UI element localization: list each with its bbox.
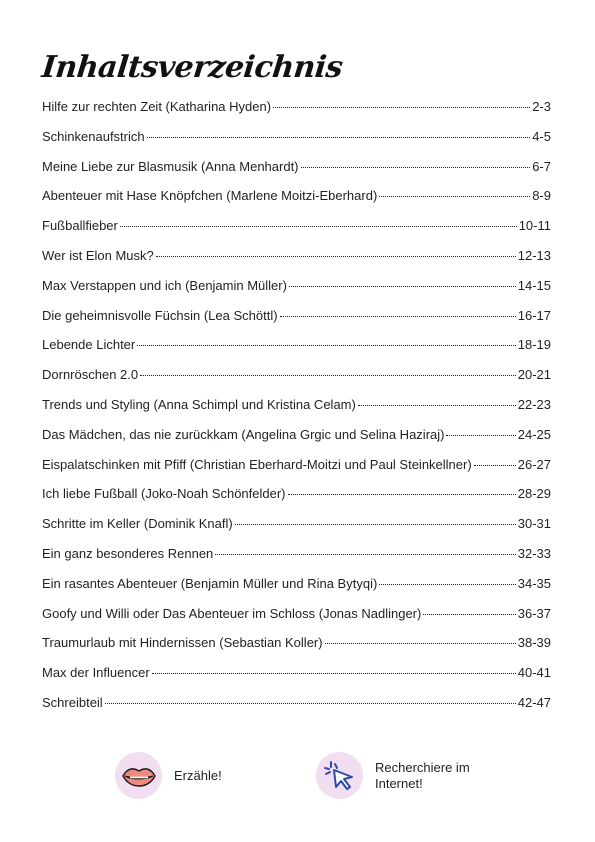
dot-leader — [288, 494, 516, 495]
toc-entry-pages: 26-27 — [517, 456, 551, 472]
toc-entry — [42, 575, 551, 605]
dot-leader — [379, 584, 515, 585]
page-title: Inhaltsverzeichnis — [40, 50, 345, 85]
toc-entry — [42, 366, 551, 396]
legend-label-speak: Erzähle! — [174, 767, 222, 783]
dot-leader — [152, 673, 516, 674]
toc-entry-title: Goofy und Willi oder Das Abenteuer im Schloss (Jonas Nadlinger) — [42, 605, 422, 621]
toc-entry-title: Dornröschen 2.0 — [42, 367, 139, 383]
toc-entry-title: Max der Influencer — [42, 665, 150, 681]
dot-leader — [147, 137, 531, 138]
dot-leader — [423, 614, 515, 615]
toc-entry-title: Hilfe zur rechten Zeit (Katharina Hyden) — [42, 99, 272, 114]
toc-entry — [42, 664, 551, 694]
dot-leader — [358, 405, 516, 406]
toc-entry-pages: 18-19 — [517, 337, 551, 353]
toc-entry-pages: 28-29 — [517, 486, 551, 502]
toc-entry — [42, 247, 551, 277]
dot-leader — [156, 256, 516, 257]
dot-leader — [120, 226, 517, 227]
toc-entry — [42, 396, 551, 426]
toc-entry-pages: 14-15 — [517, 277, 551, 293]
dot-leader — [215, 554, 515, 555]
toc-entry-pages: 4-5 — [532, 128, 551, 144]
toc-entry — [42, 158, 551, 188]
dot-leader — [105, 703, 516, 704]
toc-entry — [42, 456, 551, 486]
toc-entry-pages: 34-35 — [517, 575, 551, 591]
toc-entry-pages: 10-11 — [518, 218, 551, 234]
toc-entry-pages: 16-17 — [517, 307, 551, 323]
toc-entry — [42, 694, 551, 724]
toc-entry-title: Ich liebe Fußball (Joko-Noah Schönfelder) — [42, 486, 286, 502]
toc-entry — [42, 217, 551, 247]
toc-entry-title: Ein ganz besonderes Rennen — [42, 545, 214, 561]
dot-leader — [446, 435, 515, 436]
toc-entry — [42, 634, 551, 664]
toc-entry — [42, 426, 551, 456]
dot-leader — [280, 316, 516, 317]
legend-label-research: Recherchiere im Internet! — [375, 759, 470, 791]
toc-entry-pages: 40-41 — [517, 665, 551, 681]
dot-leader — [379, 196, 530, 197]
dot-leader — [474, 465, 516, 466]
mouth-icon — [115, 752, 162, 799]
toc-entry-pages: 2-3 — [532, 99, 551, 114]
toc-entry-title: Meine Liebe zur Blasmusik (Anna Menhardt) — [42, 158, 299, 174]
toc-entry — [42, 187, 551, 217]
toc-entry — [42, 605, 551, 635]
toc-entry — [42, 515, 551, 545]
toc-entry-title: Das Mädchen, das nie zurückkam (Angelina Grgic und Selina Haziraj) — [42, 426, 445, 442]
legend-item-speak — [115, 752, 222, 799]
table-of-contents — [42, 98, 551, 724]
dot-leader — [301, 167, 531, 168]
toc-entry-title: Abenteuer mit Hase Knöpfchen (Marlene Moitzi-Eberhard) — [42, 188, 378, 204]
dot-leader — [140, 375, 516, 376]
toc-entry-pages: 38-39 — [517, 635, 551, 651]
toc-entry-pages: 36-37 — [517, 605, 551, 621]
toc-entry-title: Lebende Lichter — [42, 337, 136, 353]
toc-entry-title: Max Verstappen und ich (Benjamin Müller) — [42, 277, 287, 293]
toc-entry-pages: 30-31 — [517, 516, 551, 532]
toc-entry-title: Trends und Styling (Anna Schimpl und Kristina Celam) — [42, 396, 356, 412]
toc-entry-title: Schreibteil — [42, 694, 103, 710]
dot-leader — [235, 524, 516, 525]
dot-leader — [289, 286, 516, 287]
toc-entry — [42, 545, 551, 575]
toc-entry-pages: 20-21 — [517, 367, 551, 383]
toc-entry-title: Traumurlaub mit Hindernissen (Sebastian Koller) — [42, 635, 323, 651]
dot-leader — [137, 345, 516, 346]
dot-leader — [325, 643, 516, 644]
toc-entry-pages: 22-23 — [517, 396, 551, 412]
toc-entry-pages: 42-47 — [517, 694, 551, 710]
cursor-click-icon — [316, 752, 363, 799]
toc-entry-pages: 24-25 — [517, 426, 551, 442]
toc-entry — [42, 336, 551, 366]
toc-entry-title: Schinkenaufstrich — [42, 128, 145, 144]
toc-entry-pages: 12-13 — [517, 247, 551, 263]
toc-entry-title: Schritte im Keller (Dominik Knafl) — [42, 516, 233, 532]
toc-entry — [42, 128, 551, 158]
toc-entry-title: Fußballfieber — [42, 218, 118, 234]
toc-entry-title: Ein rasantes Abenteuer (Benjamin Müller und Rina Bytyqi) — [42, 575, 378, 591]
dot-leader — [273, 107, 530, 108]
toc-entry-title: Eispalatschinken mit Pfiff (Christian Eberhard-Moitzi und Paul Steinkellner) — [42, 456, 472, 472]
legend-item-research — [316, 752, 485, 799]
toc-entry-pages: 6-7 — [532, 158, 551, 174]
toc-entry — [42, 277, 551, 307]
toc-entry-pages: 32-33 — [517, 545, 551, 561]
toc-entry — [42, 485, 551, 515]
toc-entry — [42, 98, 551, 128]
toc-entry — [42, 307, 551, 337]
toc-entry-title: Wer ist Elon Musk? — [42, 247, 154, 263]
toc-entry-pages: 8-9 — [532, 188, 551, 204]
toc-entry-title: Die geheimnisvolle Füchsin (Lea Schöttl) — [42, 307, 278, 323]
